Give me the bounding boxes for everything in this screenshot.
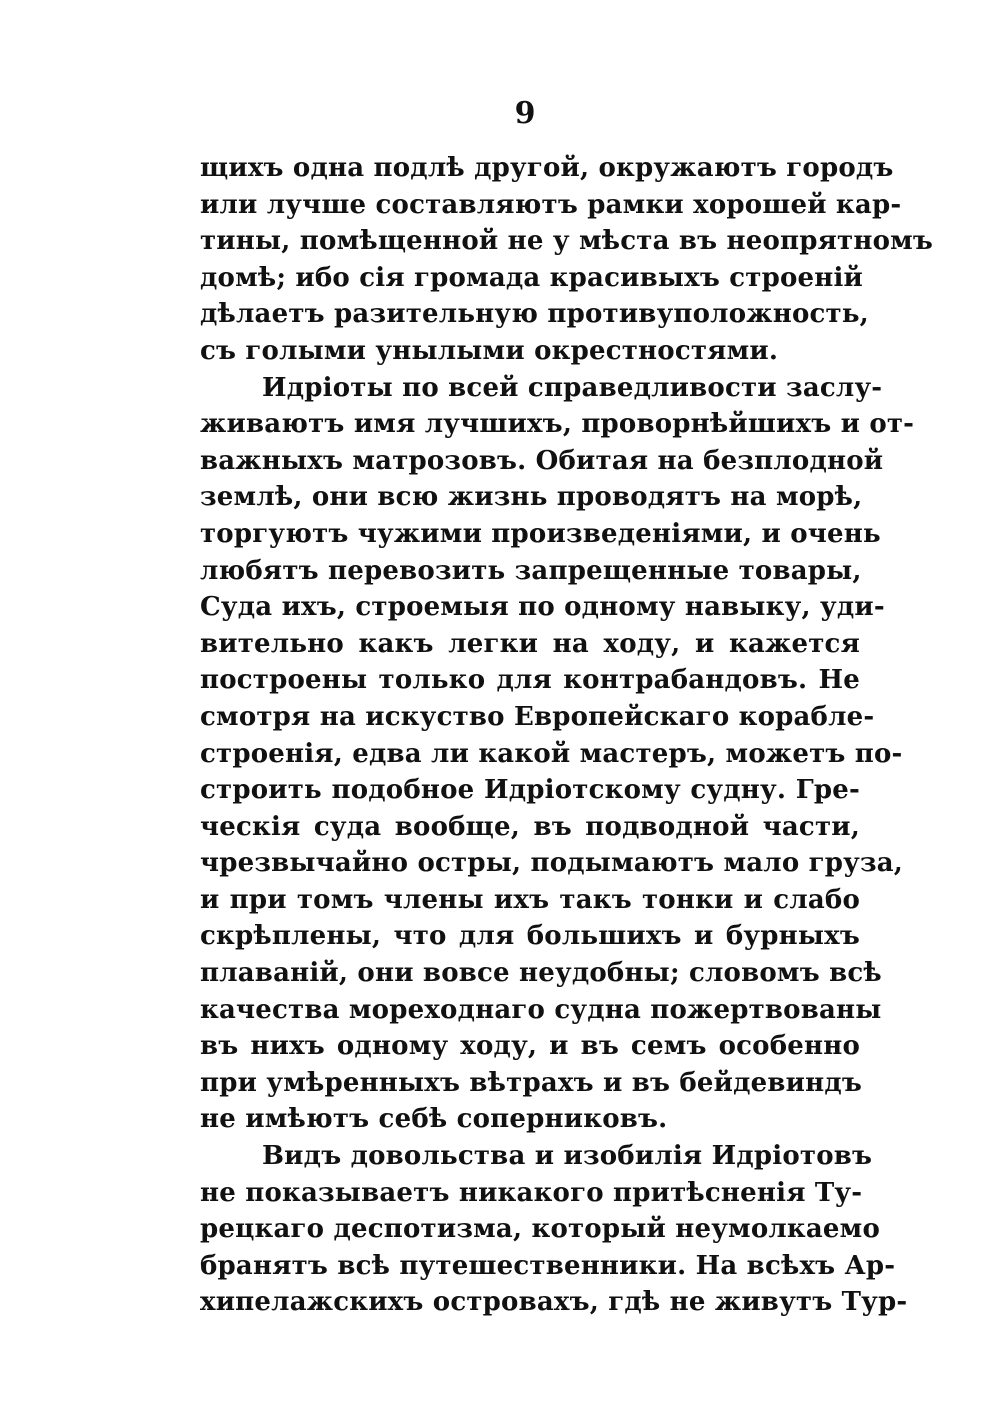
text-line: любятъ перевозить запрещенные товары, [200,555,862,586]
text-line: дѣлаетъ разительную противуположность, [200,299,869,330]
text-line: Видъ довольства и изобилія Идріотовъ [262,1141,873,1172]
paragraph-1 [200,150,934,370]
paragraph-3 [200,1138,908,1321]
text-line: въ нихъ одному ходу, и въ семъ особенно [200,1031,860,1062]
text-line: землѣ, они всю жизнь проводятъ на морѣ, [200,482,863,513]
paragraph-2 [200,370,915,1138]
text-line: скрѣплены, что для большихъ и бурныхъ [200,921,860,952]
text-line: не показываетъ никакого притѣсненія Ту- [200,1177,863,1208]
text-line: важныхъ матрозовъ. Обитая на безплодной [200,445,884,476]
text-line: торгуютъ чужими произведеніями, и очень [200,518,881,549]
text-line: смотря на искуство Европейскаго корабле- [200,701,875,732]
text-line: строить подобное Идріотскому судну. Гре- [200,775,860,806]
text-line: или лучше составляютъ рамки хорошей кар- [200,189,902,220]
text-line: ческія суда вообще, въ подводной части, [200,811,860,842]
text-line: плаваній, они вовсе неудобны; словомъ всѣ [200,958,882,989]
text-line: построены только для контрабандовъ. Не [200,665,860,696]
text-line: при умѣренныхъ вѣтрахъ и въ бейдевиндъ [200,1067,863,1098]
page-number: 9 [514,96,536,131]
text-line: живаютъ имя лучшихъ, проворнѣйшихъ и от- [200,409,915,440]
text-line: бранятъ всѣ путешественники. На всѣхъ Ар- [200,1250,896,1281]
text-line: тины, помѣщенной не у мѣста въ неопрятномъ [200,226,934,257]
text-line: домѣ; ибо сія громада красивыхъ строеній [200,262,864,293]
text-line: качества мореходнаго судна пожертвованы [200,994,882,1025]
text-line: вительно какъ легки на ходу, и кажется [200,628,860,659]
text-line: хипелажскихъ островахъ, гдѣ не живутъ Тур- [200,1287,908,1318]
text-line: щихъ одна подлѣ другой, окружаютъ городъ [200,153,894,183]
text-line: не имѣютъ себѣ соперниковъ. [200,1104,668,1135]
text-line: Идріоты по всей справедливости заслу- [262,372,883,403]
body-text [200,150,934,1321]
text-line: строенія, едва ли какой мастеръ, можетъ по- [200,738,903,769]
text-line: съ голыми унылыми окрестностями. [200,335,779,366]
text-line: и при томъ члены ихъ такъ тонки и слабо [200,884,860,915]
text-line: чрезвычайно остры, подымаютъ мало груза, [200,848,904,879]
text-line: рецкаго деспотизма, который неумолкаемо [200,1214,880,1245]
text-line: Суда ихъ, строемыя по одному навыку, уди- [200,592,885,623]
